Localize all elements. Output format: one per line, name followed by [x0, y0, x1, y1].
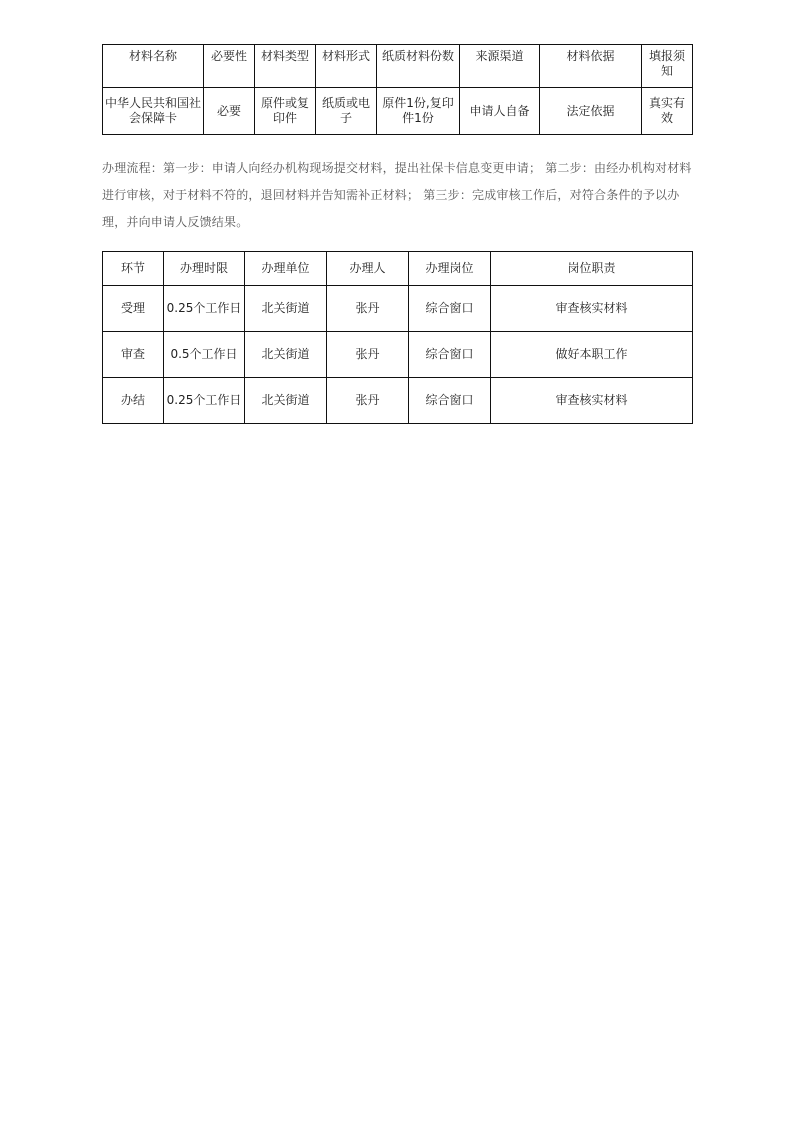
cell-material-type: 原件或复印件	[255, 88, 316, 135]
table-row	[103, 88, 693, 135]
cell-material-basis: 法定依据	[540, 88, 642, 135]
cell-material-form: 纸质或电子	[316, 88, 377, 135]
header-post: 办理岗位	[409, 252, 491, 286]
cell-time-limit: 0.5个工作日	[164, 332, 245, 378]
cell-step: 受理	[103, 286, 164, 332]
cell-time-limit: 0.25个工作日	[164, 378, 245, 424]
cell-handler: 张丹	[327, 286, 409, 332]
cell-material-name: 中华人民共和国社会保障卡	[103, 88, 204, 135]
cell-filling-notes: 真实有效	[642, 88, 693, 135]
header-necessity: 必要性	[204, 45, 255, 88]
header-paper-copies: 纸质材料份数	[377, 45, 460, 88]
materials-header-row	[103, 45, 693, 88]
table-row	[103, 378, 693, 424]
header-time-limit: 办理时限	[164, 252, 245, 286]
cell-post-duty: 审查核实材料	[491, 378, 693, 424]
cell-handling-unit: 北关街道	[245, 332, 327, 378]
header-material-type: 材料类型	[255, 45, 316, 88]
header-post-duty: 岗位职责	[491, 252, 693, 286]
header-handling-unit: 办理单位	[245, 252, 327, 286]
table-row	[103, 332, 693, 378]
process-flow-text: 办理流程：第一步：申请人向经办机构现场提交材料，提出社保卡信息变更申请； 第二步：由经办机构对材料进行审核，对于材料不符的，退回材料并告知需补正材料； 第三步：完成审核工作后，对符合条件的予以办理，并向申请人反馈结果。	[102, 161, 692, 229]
header-step: 环节	[103, 252, 164, 286]
cell-handler: 张丹	[327, 378, 409, 424]
header-material-basis: 材料依据	[540, 45, 642, 88]
cell-source-channel: 申请人自备	[460, 88, 540, 135]
process-header-row	[103, 252, 693, 286]
header-handler: 办理人	[327, 252, 409, 286]
cell-handling-unit: 北关街道	[245, 378, 327, 424]
header-material-form: 材料形式	[316, 45, 377, 88]
cell-time-limit: 0.25个工作日	[164, 286, 245, 332]
cell-step: 办结	[103, 378, 164, 424]
cell-step: 审查	[103, 332, 164, 378]
cell-post-duty: 做好本职工作	[491, 332, 693, 378]
table-row	[103, 286, 693, 332]
cell-post: 综合窗口	[409, 332, 491, 378]
header-filling-notes: 填报须知	[642, 45, 693, 88]
header-material-name: 材料名称	[103, 45, 204, 88]
materials-table	[102, 44, 693, 135]
cell-necessity: 必要	[204, 88, 255, 135]
cell-handler: 张丹	[327, 332, 409, 378]
cell-post: 综合窗口	[409, 286, 491, 332]
cell-post-duty: 审查核实材料	[491, 286, 693, 332]
header-source-channel: 来源渠道	[460, 45, 540, 88]
process-table	[102, 251, 693, 424]
cell-post: 综合窗口	[409, 378, 491, 424]
cell-paper-copies: 原件1份,复印件1份	[377, 88, 460, 135]
cell-handling-unit: 北关街道	[245, 286, 327, 332]
